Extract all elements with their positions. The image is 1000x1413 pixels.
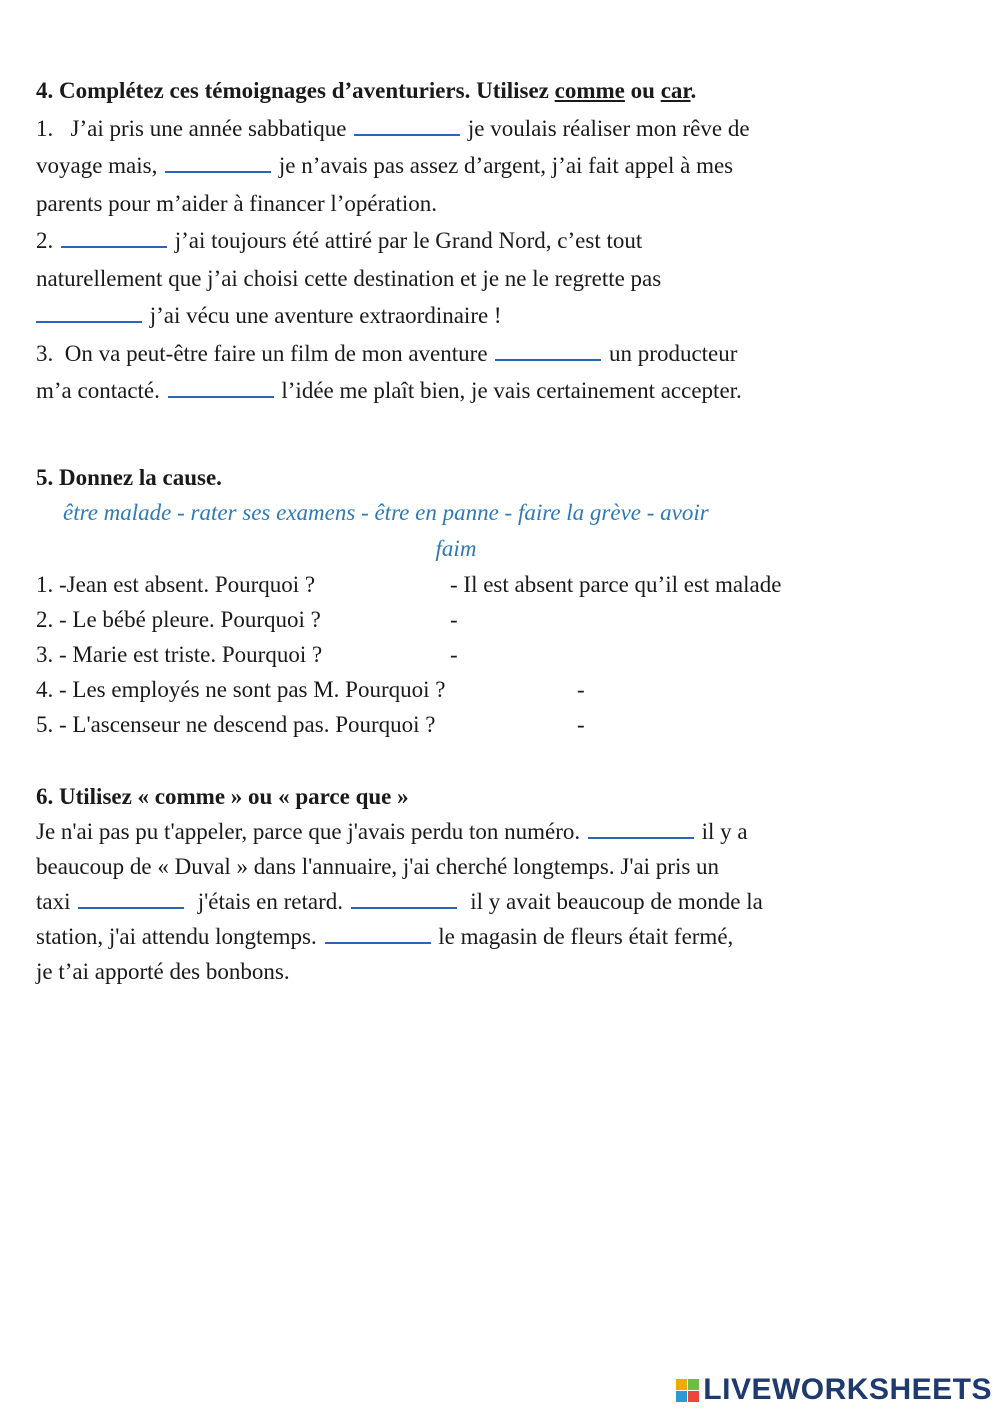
ex6-line-3: taxi j'étais en retard. il y avait beaucoup de monde la: [36, 884, 936, 919]
ex6-line-4: station, j'ai attendu longtemps. le magasin de fleurs était fermé,: [36, 919, 936, 954]
answer-blank[interactable]: [354, 112, 460, 136]
exercise-5: [36, 460, 936, 742]
ex4-line-6: j’ai vécu une aventure extraordinaire !: [36, 297, 936, 335]
question-row: 4. - Les employés ne sont pas M. Pourquoi ? -: [36, 672, 936, 707]
ex4-line-4: 2. j’ai toujours été attiré par le Grand Nord, c’est tout: [36, 222, 936, 260]
answer-blank[interactable]: [495, 337, 601, 361]
ex4-line-3: parents pour m’aider à financer l’opération.: [36, 190, 438, 216]
answer-blank[interactable]: [61, 224, 167, 248]
answer-field[interactable]: -: [577, 676, 585, 702]
exercise-6: [36, 779, 936, 989]
ex6-line-1: Je n'ai pas pu t'appeler, parce que j'avais perdu ton numéro. il y a: [36, 814, 936, 849]
answer-field[interactable]: -: [450, 606, 458, 632]
word-bank: [36, 495, 936, 567]
answer-blank[interactable]: [78, 885, 184, 909]
word-bank-line-1: être malade - rater ses examens - être en panne - faire la grève - avoir: [63, 499, 709, 525]
exercise-4-title: 4. Complétez ces témoignages d’aventuriers. Utilisez comme ou car.: [36, 78, 697, 103]
exercise-5-title: 5. Donnez la cause.: [36, 464, 222, 490]
question-row: 1. -Jean est absent. Pourquoi ? - Il est absent parce qu’il est malade: [36, 567, 936, 602]
answer-blank[interactable]: [36, 299, 142, 323]
ex6-line-2: beaucoup de « Duval » dans l'annuaire, j'ai cherché longtemps. J'ai pris un: [36, 853, 720, 879]
question-row: 5. - L'ascenseur ne descend pas. Pourquoi ? -: [36, 707, 936, 742]
ex4-line-2: voyage mais, je n’avais pas assez d’argent, j’ai fait appel à mes: [36, 147, 936, 185]
exercise-4: [36, 72, 936, 410]
answer-blank[interactable]: [325, 920, 431, 944]
answer-text[interactable]: - Il est absent parce qu’il est malade: [450, 571, 782, 597]
answer-blank[interactable]: [168, 374, 274, 398]
liveworksheets-mark-icon: [676, 1379, 699, 1402]
answer-field[interactable]: -: [577, 711, 585, 737]
ex4-line-5: naturellement que j’ai choisi cette destination et je ne le regrette pas: [36, 265, 662, 291]
worksheet: [36, 72, 936, 989]
answer-blank[interactable]: [588, 815, 694, 839]
ex4-line-8: m’a contacté. l’idée me plaît bien, je vais certainement accepter.: [36, 372, 936, 410]
ex4-line-7: 3. On va peut-être faire un film de mon aventure un producteur: [36, 335, 936, 373]
answer-field[interactable]: -: [450, 641, 458, 667]
ex4-line-1: 1. J’ai pris une année sabbatique je voulais réaliser mon rêve de: [36, 110, 936, 148]
answer-blank[interactable]: [165, 149, 271, 173]
answer-blank[interactable]: [351, 885, 457, 909]
word-bank-line-2: faim: [435, 535, 477, 561]
liveworksheets-logo: [676, 1373, 992, 1407]
ex6-line-5: je t’ai apporté des bonbons.: [36, 958, 290, 984]
exercise-6-title: 6. Utilisez « comme » ou « parce que »: [36, 783, 409, 809]
question-row: 3. - Marie est triste. Pourquoi ? -: [36, 637, 936, 672]
brand-name: LIVEWORKSHEETS: [703, 1373, 992, 1406]
question-row: 2. - Le bébé pleure. Pourquoi ? -: [36, 602, 936, 637]
